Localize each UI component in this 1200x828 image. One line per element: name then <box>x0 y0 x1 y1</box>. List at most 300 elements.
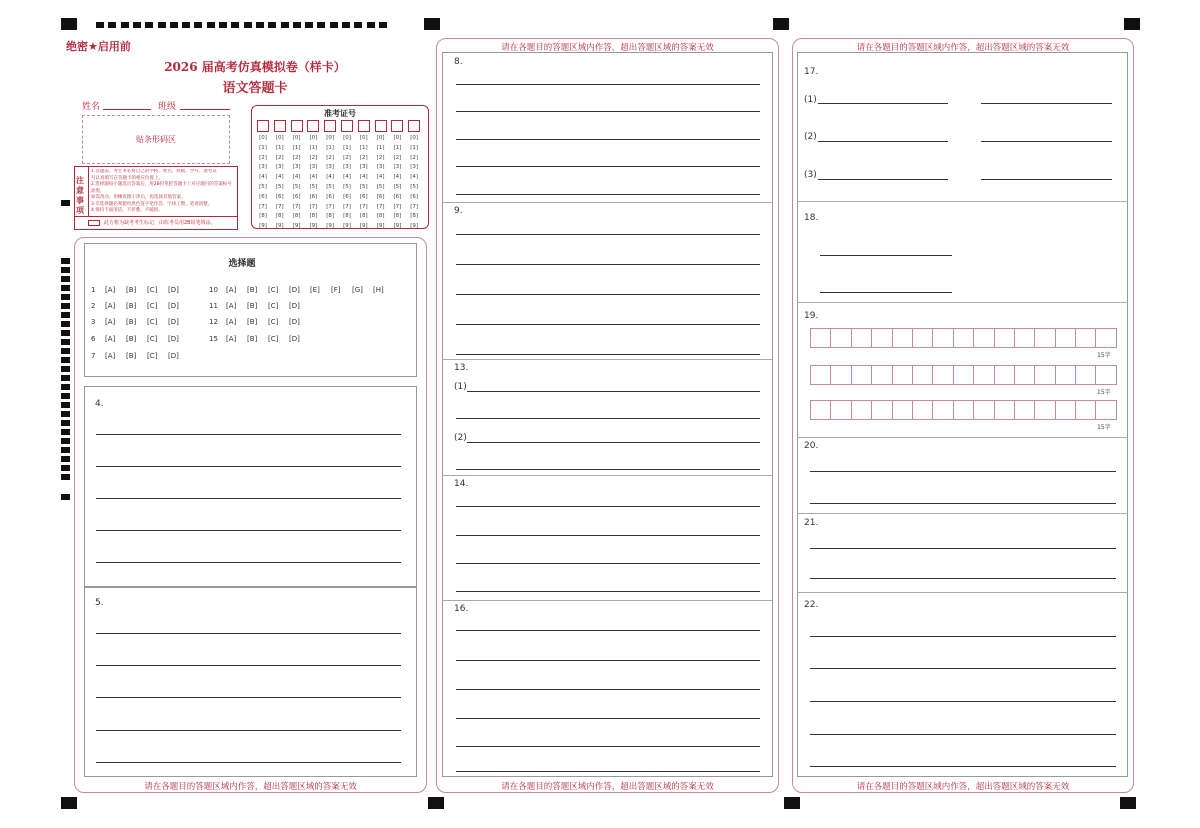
q16-answer-line[interactable] <box>456 630 760 631</box>
exam-id-digit[interactable]: [5] <box>259 183 267 190</box>
exam-id-digit[interactable]: [0] <box>275 135 284 141</box>
exam-id-digit[interactable]: [2] <box>292 154 301 161</box>
exam-id-digit[interactable]: [5] <box>309 183 318 190</box>
q13-answer-line[interactable] <box>467 391 760 392</box>
exam-id-digit[interactable]: [9] <box>292 223 301 230</box>
q21-answer-line[interactable] <box>810 578 1116 579</box>
q22-answer-line[interactable] <box>810 636 1116 637</box>
exam-id-input-box[interactable] <box>307 120 319 132</box>
exam-id-digit[interactable]: [8] <box>359 213 368 220</box>
q13-answer-line[interactable] <box>456 418 760 419</box>
q9-answer-line[interactable] <box>456 354 760 355</box>
exam-id-digit[interactable]: [4] <box>309 174 318 181</box>
q19-grid-cell[interactable] <box>974 401 994 419</box>
exam-id-digit[interactable]: [8] <box>309 213 318 220</box>
q17-answer-line-left[interactable] <box>818 141 948 142</box>
q20-answer-line[interactable] <box>810 503 1116 504</box>
timing-mark <box>379 22 387 28</box>
choice-option[interactable]: [A] <box>226 286 237 294</box>
exam-id-digit[interactable]: [7] <box>275 203 284 210</box>
q19-grid-cell[interactable] <box>1076 329 1096 347</box>
exam-id-digit[interactable]: [4] <box>326 174 335 181</box>
exam-id-digit[interactable]: [2] <box>410 154 419 161</box>
q19-grid-cell[interactable] <box>831 401 851 419</box>
q19-grid-cell[interactable] <box>1076 401 1096 419</box>
exam-id-digit[interactable]: [5] <box>326 183 335 190</box>
q17-part3-label: (3) <box>804 170 817 180</box>
q17-answer-line-left[interactable] <box>818 179 948 180</box>
q17-answer-line-right[interactable] <box>981 103 1112 104</box>
exam-id-digit[interactable]: [4] <box>376 174 385 181</box>
q19-grid-cell[interactable] <box>872 329 892 347</box>
q21-answer-line[interactable] <box>810 548 1116 549</box>
exam-id-digit[interactable]: [2] <box>393 154 402 161</box>
q8-answer-line[interactable] <box>456 194 760 195</box>
q19-grid-cell[interactable] <box>1015 401 1035 419</box>
exam-id-digit[interactable]: [9] <box>309 223 318 230</box>
choice-option[interactable]: [A] <box>105 318 116 326</box>
exam-id-digit[interactable]: [8] <box>343 213 351 220</box>
q19-grid-cell[interactable] <box>1096 329 1116 347</box>
exam-id-digit[interactable]: [2] <box>359 154 368 161</box>
choice-option[interactable]: [A] <box>105 286 116 294</box>
choice-option[interactable]: [C] <box>147 352 158 360</box>
exam-id-digit[interactable]: [7] <box>410 203 419 210</box>
exam-id-digit[interactable]: [1] <box>275 144 284 151</box>
exam-id-digit[interactable]: [8] <box>326 213 335 220</box>
q5-answer-line[interactable] <box>96 665 401 666</box>
exam-id-input-box[interactable] <box>408 120 420 132</box>
choice-option[interactable]: [G] <box>352 286 363 294</box>
class-label: 班级 <box>158 102 177 112</box>
q16-answer-line[interactable] <box>456 771 760 772</box>
q5-answer-line[interactable] <box>96 633 401 634</box>
q19-grid-cell[interactable] <box>1056 401 1076 419</box>
q13-answer-line[interactable] <box>467 442 760 443</box>
q19-grid-cell[interactable] <box>913 366 933 384</box>
exam-id-digit-column[interactable] <box>357 134 371 232</box>
q9-number: 9. <box>454 206 463 216</box>
exam-id-digit[interactable]: [3] <box>275 164 284 171</box>
exam-id-digit[interactable]: [3] <box>393 164 402 171</box>
note-line: 3.非选择题必须使用黑色签字笔作答，字体工整、笔迹清楚。 <box>91 201 213 207</box>
exam-id-digit[interactable]: [7] <box>259 203 267 210</box>
q5-answer-line[interactable] <box>96 697 401 698</box>
registration-mark <box>424 18 440 30</box>
exam-id-digit[interactable]: [0] <box>359 135 368 141</box>
q19-grid-cell[interactable] <box>933 329 953 347</box>
timing-mark <box>61 456 70 462</box>
q19-grid-cell[interactable] <box>1056 329 1076 347</box>
q22-number: 22. <box>804 600 819 610</box>
q9-answer-line[interactable] <box>456 294 760 295</box>
exam-id-input-box[interactable] <box>358 120 370 132</box>
q17-answer-line-right[interactable] <box>981 179 1112 180</box>
exam-id-digit[interactable]: [9] <box>359 223 368 230</box>
choice-option[interactable]: [B] <box>126 352 137 360</box>
q19-grid-cell[interactable] <box>995 329 1015 347</box>
exam-id-digit[interactable]: [4] <box>410 174 419 181</box>
choice-option[interactable]: [A] <box>105 352 116 360</box>
q16-answer-line[interactable] <box>456 746 760 747</box>
q14-answer-line[interactable] <box>456 506 760 507</box>
exam-id-digit[interactable]: [8] <box>410 213 419 220</box>
absent-checkbox[interactable] <box>88 220 100 226</box>
exam-id-input-box[interactable] <box>257 120 269 132</box>
choice-option[interactable]: [B] <box>247 286 258 294</box>
exam-id-digit[interactable]: [6] <box>275 193 284 200</box>
q19-grid-cell[interactable] <box>1035 329 1055 347</box>
exam-id-digit[interactable]: [2] <box>326 154 335 161</box>
exam-id-digit[interactable]: [0] <box>343 135 351 141</box>
exam-id-digit-column[interactable] <box>306 134 320 232</box>
choice-option[interactable]: [D] <box>289 335 300 343</box>
q19-grid-row[interactable] <box>810 400 1117 420</box>
choice-option[interactable]: [D] <box>168 318 179 326</box>
exam-id-digit[interactable]: [5] <box>393 183 402 190</box>
q8-answer-line[interactable] <box>456 166 760 167</box>
choice-number: 11 <box>209 302 218 310</box>
timing-mark <box>61 312 70 318</box>
exam-id-digit[interactable]: [3] <box>359 164 368 171</box>
exam-id-digit[interactable]: [9] <box>343 223 351 230</box>
q19-grid-cell[interactable] <box>831 329 851 347</box>
q8-answer-line[interactable] <box>456 111 760 112</box>
q19-grid-row[interactable] <box>810 365 1117 385</box>
choice-option[interactable]: [D] <box>289 318 300 326</box>
q19-grid-row[interactable] <box>810 328 1117 348</box>
exam-id-digit[interactable]: [6] <box>393 193 402 200</box>
q14-answer-line[interactable] <box>456 563 760 564</box>
q22-answer-line[interactable] <box>810 734 1116 735</box>
exam-id-input-box[interactable] <box>391 120 403 132</box>
exam-id-digit[interactable]: [8] <box>376 213 385 220</box>
exam-id-digit[interactable]: [9] <box>326 223 335 230</box>
choice-option[interactable]: [D] <box>168 302 179 310</box>
choice-option[interactable]: [D] <box>168 335 179 343</box>
exam-id-digit[interactable]: [6] <box>376 193 385 200</box>
q9-answer-line[interactable] <box>456 234 760 235</box>
q19-grid-cell[interactable] <box>811 366 831 384</box>
timing-mark <box>61 402 70 408</box>
warning-top-3: 请在各题目的答题区域内作答，超出答题区域的答案无效 <box>856 43 1070 53</box>
registration-mark <box>784 797 800 809</box>
exam-id-digit[interactable]: [0] <box>393 135 402 141</box>
choice-option[interactable]: [C] <box>268 286 279 294</box>
choice-option[interactable]: [B] <box>126 302 137 310</box>
exam-id-digit[interactable]: [9] <box>393 223 402 230</box>
exam-id-digit[interactable]: [7] <box>393 203 402 210</box>
exam-id-digit[interactable]: [9] <box>259 223 267 230</box>
exam-id-digit[interactable]: [2] <box>259 154 267 161</box>
exam-id-digit[interactable]: [3] <box>376 164 385 171</box>
q19-grid-cell[interactable] <box>974 329 994 347</box>
exam-id-digit[interactable]: [2] <box>275 154 284 161</box>
q19-grid-cell[interactable] <box>974 366 994 384</box>
note-line: 2.选择题每小题选出答案后，用2B铅笔把答题卡上对应题目的答案标号涂黑， <box>91 182 232 194</box>
class-field[interactable] <box>180 109 230 110</box>
q19-grid-cell[interactable] <box>811 329 831 347</box>
exam-id-digit[interactable]: [5] <box>376 183 385 190</box>
q19-grid-cell[interactable] <box>831 366 851 384</box>
q19-grid-cell[interactable] <box>893 366 913 384</box>
q19-char-count: 15字 <box>1097 424 1111 431</box>
choice-option[interactable]: [B] <box>247 302 258 310</box>
choice-option[interactable]: [A] <box>105 335 116 343</box>
q16-answer-line[interactable] <box>456 689 760 690</box>
exam-id-digit[interactable]: [3] <box>343 164 351 171</box>
q14-answer-line[interactable] <box>456 535 760 536</box>
q16-answer-line[interactable] <box>456 718 760 719</box>
exam-id-digit[interactable]: [0] <box>292 135 301 141</box>
exam-id-digit[interactable]: [4] <box>343 174 351 181</box>
q19-grid-cell[interactable] <box>872 366 892 384</box>
exam-id-digit[interactable]: [2] <box>343 154 351 161</box>
choice-option[interactable]: [B] <box>126 286 137 294</box>
q9-answer-line[interactable] <box>456 324 760 325</box>
q19-grid-cell[interactable] <box>913 401 933 419</box>
exam-id-digit[interactable]: [3] <box>292 164 301 171</box>
exam-id-digit[interactable]: [5] <box>410 183 419 190</box>
column-2-inner <box>442 52 773 777</box>
exam-id-digit[interactable]: [8] <box>292 213 301 220</box>
absent-note: 此方框为缺考考生标记，由监考员用2B铅笔填涂。 <box>104 220 216 226</box>
exam-id-input-box[interactable] <box>341 120 353 132</box>
timing-mark <box>61 420 70 426</box>
q19-char-count: 15字 <box>1097 352 1111 359</box>
exam-id-digit[interactable]: [2] <box>376 154 385 161</box>
exam-id-digit[interactable]: [9] <box>410 223 419 230</box>
q19-grid-cell[interactable] <box>995 401 1015 419</box>
q19-grid-cell[interactable] <box>1096 366 1116 384</box>
timing-mark <box>354 22 362 28</box>
q13-part1-label: (1) <box>454 382 467 392</box>
exam-id-digit[interactable]: [0] <box>326 135 335 141</box>
exam-id-digit[interactable]: [6] <box>410 193 419 200</box>
name-label: 姓名 <box>82 102 101 112</box>
q19-grid-cell[interactable] <box>1015 366 1035 384</box>
q22-answer-line[interactable] <box>810 701 1116 702</box>
choice-option[interactable]: [A] <box>226 318 237 326</box>
exam-id-digit[interactable]: [7] <box>326 203 335 210</box>
q19-grid-cell[interactable] <box>933 366 953 384</box>
exam-id-digit[interactable]: [3] <box>259 164 267 171</box>
choice-option[interactable]: [F] <box>331 286 341 294</box>
q5-answer-line[interactable] <box>96 730 401 731</box>
exam-id-digit[interactable]: [6] <box>292 193 301 200</box>
exam-id-digit-column[interactable] <box>407 134 421 232</box>
choice-option[interactable]: [C] <box>268 335 279 343</box>
divider <box>442 600 773 601</box>
q19-grid-cell[interactable] <box>1035 401 1055 419</box>
choice-option[interactable]: [D] <box>168 286 179 294</box>
notes-divider <box>88 166 89 216</box>
exam-id-digit[interactable]: [4] <box>359 174 368 181</box>
choice-option[interactable]: [D] <box>289 286 300 294</box>
choice-option[interactable]: [A] <box>105 302 116 310</box>
exam-id-digit-column[interactable] <box>374 134 388 232</box>
exam-id-digit[interactable]: [5] <box>292 183 301 190</box>
timing-mark <box>158 22 166 28</box>
exam-id-digit-column[interactable] <box>390 134 404 232</box>
q19-grid-cell[interactable] <box>1035 366 1055 384</box>
timing-mark <box>61 339 70 345</box>
exam-id-digit[interactable]: [8] <box>393 213 402 220</box>
q4-answer-line[interactable] <box>96 530 401 531</box>
timing-mark <box>61 285 70 291</box>
divider <box>797 201 1128 202</box>
choice-option[interactable]: [C] <box>147 286 158 294</box>
exam-id-digit[interactable]: [1] <box>410 144 419 151</box>
exam-id-digit[interactable]: [1] <box>259 144 267 151</box>
exam-id-digit[interactable]: [7] <box>309 203 318 210</box>
choice-option[interactable]: [D] <box>289 302 300 310</box>
q4-answer-line[interactable] <box>96 562 401 563</box>
choice-option[interactable]: [C] <box>147 335 158 343</box>
choice-number: 15 <box>209 335 218 343</box>
exam-id-digit-column[interactable] <box>323 134 337 232</box>
q16-answer-line[interactable] <box>456 660 760 661</box>
exam-id-digit[interactable]: [8] <box>259 213 267 220</box>
exam-id-digit-column[interactable] <box>273 134 287 232</box>
q19-grid-cell[interactable] <box>995 366 1015 384</box>
q17-answer-line-right[interactable] <box>981 141 1112 142</box>
choice-option[interactable]: [C] <box>147 302 158 310</box>
choice-option[interactable]: [C] <box>268 302 279 310</box>
q20-answer-line[interactable] <box>810 471 1116 472</box>
exam-id-digit[interactable]: [1] <box>326 144 335 151</box>
q13-answer-line[interactable] <box>456 469 760 470</box>
exam-id-digit[interactable]: [1] <box>309 144 318 151</box>
warning-bottom-1: 请在各题目的答题区域内作答，超出答题区域的答案无效 <box>144 782 357 792</box>
q19-grid-cell[interactable] <box>933 401 953 419</box>
choice-option[interactable]: [C] <box>268 318 279 326</box>
q4-answer-line[interactable] <box>96 498 401 499</box>
registration-mark <box>428 797 444 809</box>
q19-grid-cell[interactable] <box>1096 401 1116 419</box>
q17-part2-label: (2) <box>804 132 817 142</box>
q19-grid-cell[interactable] <box>811 401 831 419</box>
q19-grid-cell[interactable] <box>1076 366 1096 384</box>
q19-grid-cell[interactable] <box>893 401 913 419</box>
exam-id-digit[interactable]: [6] <box>343 193 351 200</box>
choice-option[interactable]: [C] <box>147 318 158 326</box>
choice-option[interactable]: [H] <box>373 286 384 294</box>
exam-id-digit[interactable]: [1] <box>393 144 402 151</box>
q19-grid-cell[interactable] <box>872 401 892 419</box>
choice-option[interactable]: [B] <box>126 335 137 343</box>
q19-grid-cell[interactable] <box>852 401 872 419</box>
exam-id-digit[interactable]: [1] <box>343 144 351 151</box>
q19-char-count: 15字 <box>1097 389 1111 396</box>
exam-id-digit[interactable]: [3] <box>326 164 335 171</box>
choice-number: 10 <box>209 286 218 294</box>
q18-answer-line[interactable] <box>820 255 952 256</box>
q19-grid-cell[interactable] <box>893 329 913 347</box>
exam-id-digit[interactable]: [1] <box>376 144 385 151</box>
exam-id-digit[interactable]: [5] <box>359 183 368 190</box>
exam-id-digit[interactable]: [7] <box>359 203 368 210</box>
q19-grid-cell[interactable] <box>852 366 872 384</box>
exam-id-digit[interactable]: [0] <box>410 135 419 141</box>
q22-answer-line[interactable] <box>810 668 1116 669</box>
choice-option[interactable]: [A] <box>226 302 237 310</box>
name-field[interactable] <box>103 109 151 110</box>
q19-grid-cell[interactable] <box>954 401 974 419</box>
exam-id-digit[interactable]: [6] <box>326 193 335 200</box>
timing-mark <box>330 22 338 28</box>
exam-id-digit[interactable]: [0] <box>259 135 267 141</box>
q19-grid-cell[interactable] <box>913 329 933 347</box>
exam-id-digit[interactable]: [9] <box>275 223 284 230</box>
choice-option[interactable]: [E] <box>310 286 320 294</box>
exam-id-input-box[interactable] <box>375 120 387 132</box>
q8-answer-line[interactable] <box>456 84 760 85</box>
exam-id-digit-column[interactable] <box>340 134 354 232</box>
exam-id-digit[interactable]: [5] <box>343 183 351 190</box>
exam-id-digit[interactable]: [8] <box>275 213 284 220</box>
exam-id-digit[interactable]: [3] <box>410 164 419 171</box>
q9-answer-line[interactable] <box>456 264 760 265</box>
q19-grid-cell[interactable] <box>1056 366 1076 384</box>
q5-answer-line[interactable] <box>96 762 401 763</box>
exam-id-digit-column[interactable] <box>256 134 270 232</box>
choice-option[interactable]: [B] <box>247 335 258 343</box>
q19-grid-cell[interactable] <box>954 366 974 384</box>
q19-number: 19. <box>804 311 819 321</box>
exam-id-digit[interactable]: [4] <box>393 174 402 181</box>
exam-id-digit[interactable]: [4] <box>275 174 284 181</box>
exam-id-digit[interactable]: [4] <box>292 174 301 181</box>
q17-answer-line-left[interactable] <box>818 103 948 104</box>
exam-id-digit-column[interactable] <box>290 134 304 232</box>
exam-id-digit[interactable]: [6] <box>309 193 318 200</box>
q19-grid-cell[interactable] <box>954 329 974 347</box>
choice-option[interactable]: [B] <box>247 318 258 326</box>
exam-id-digit[interactable]: [0] <box>309 135 318 141</box>
q19-grid-cell[interactable] <box>1015 329 1035 347</box>
absent-divider <box>74 216 238 217</box>
exam-id-digit[interactable]: [7] <box>292 203 301 210</box>
q19-grid-cell[interactable] <box>852 329 872 347</box>
exam-id-digit[interactable]: [5] <box>275 183 284 190</box>
exam-id-digit[interactable]: [2] <box>309 154 318 161</box>
choice-number: 7 <box>91 352 96 360</box>
q18-answer-line[interactable] <box>820 292 952 293</box>
exam-id-digit[interactable]: [6] <box>259 193 267 200</box>
exam-id-digit[interactable]: [6] <box>359 193 368 200</box>
choice-option[interactable]: [B] <box>126 318 137 326</box>
exam-id-digit[interactable]: [4] <box>259 174 267 181</box>
q4-answer-line[interactable] <box>96 466 401 467</box>
exam-id-input-box[interactable] <box>324 120 336 132</box>
exam-id-input-box[interactable] <box>274 120 286 132</box>
choice-option[interactable]: [A] <box>226 335 237 343</box>
exam-id-digit[interactable]: [9] <box>376 223 385 230</box>
q8-answer-line[interactable] <box>456 139 760 140</box>
exam-id-digit[interactable]: [1] <box>292 144 301 151</box>
exam-id-digit[interactable]: [7] <box>343 203 351 210</box>
q22-answer-line[interactable] <box>810 766 1116 767</box>
exam-id-digit[interactable]: [3] <box>309 164 318 171</box>
choice-option[interactable]: [D] <box>168 352 179 360</box>
q14-answer-line[interactable] <box>456 591 760 592</box>
exam-id-input-box[interactable] <box>291 120 303 132</box>
exam-id-digit[interactable]: [7] <box>376 203 385 210</box>
exam-id-digit[interactable]: [1] <box>359 144 368 151</box>
q4-answer-line[interactable] <box>96 434 401 435</box>
exam-id-digit[interactable]: [0] <box>376 135 385 141</box>
